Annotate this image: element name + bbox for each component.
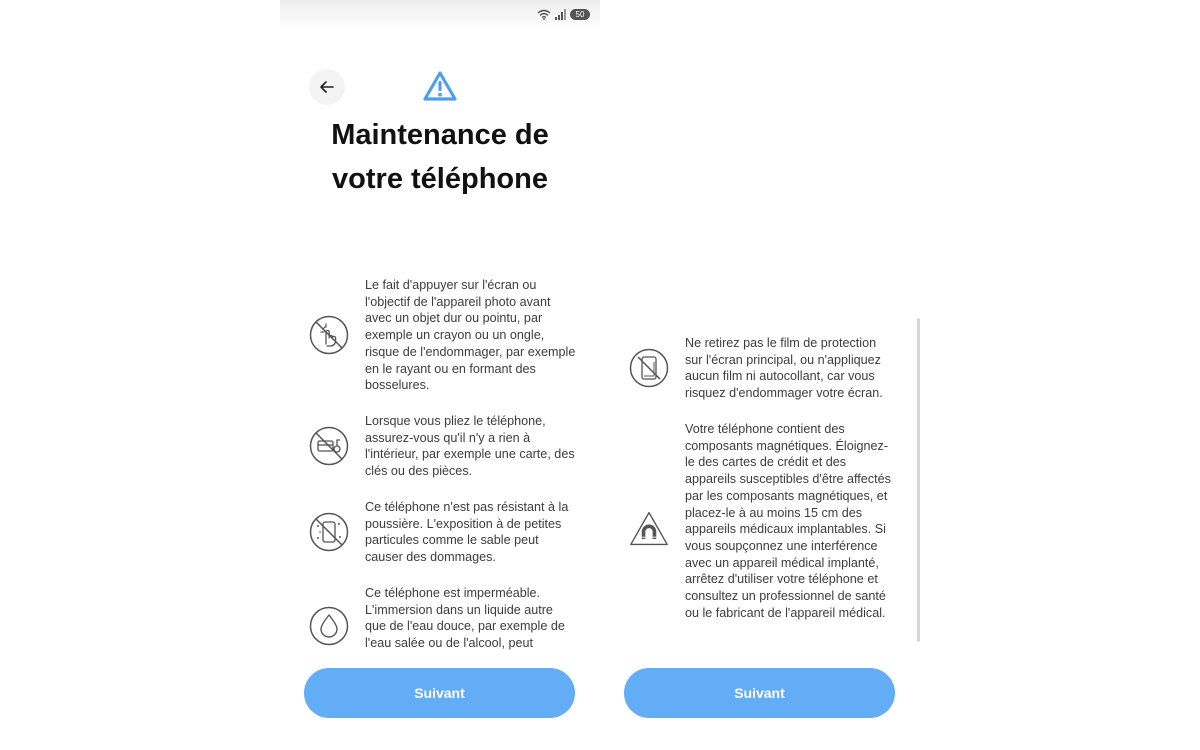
tips-list[interactable] (280, 270, 600, 652)
battery-indicator: 50 (570, 9, 590, 20)
signal-icon (555, 9, 566, 20)
magnet-warning-icon (629, 509, 669, 549)
water-drop-icon (309, 606, 349, 646)
tips-list[interactable] (600, 330, 920, 642)
scrollbar[interactable] (917, 318, 920, 642)
tip-text: Le fait d'appuyer sur l'écran ou l'objectif de l'appareil photo avant avec un objet dur ou pointu, par exemple un crayon ou un ongle, risque de l'endommager, par exemple en le rayant ou en formant des bosselures. (365, 278, 576, 393)
tip-text: Votre téléphone contient des composants magnétiques. Éloignez-le des cartes de crédit et des appareils susceptibles d'être affectés par les composants magnétiques, et placez-le à au moins 15 cm des appareils médicaux implantables. Si vous soupçonnez une interférence avec un appareil médical implanté, arrêtez d'utiliser votre téléphone et consultez un professionnel de santé ou le fabricant de l'appareil médical. (685, 422, 891, 620)
tip-text: Lorsque vous pliez le téléphone, assurez-vous qu'il n'y a rien à l'intérieur, par exemple une carte, des clés ou des pièces. (365, 414, 575, 479)
no-card-icon (309, 426, 349, 466)
warning-icon (422, 70, 458, 102)
next-button[interactable]: Suivant (304, 668, 575, 718)
right-screen (600, 0, 920, 750)
back-button[interactable] (309, 69, 345, 105)
left-screen (280, 0, 600, 750)
wifi-icon (537, 9, 551, 20)
next-button[interactable]: Suivant (624, 668, 895, 718)
no-dust-icon (309, 512, 349, 552)
no-pen-touch-icon (309, 315, 349, 355)
page-title: Maintenance de votre téléphone (331, 119, 549, 195)
tip-text: Ce téléphone n'est pas résistant à la poussière. L'exposition à de petites particules comme le sable peut causer des dommages. (365, 500, 569, 565)
status-icons (537, 9, 590, 20)
tip-text: Ce téléphone est imperméable. L'immersion dans un liquide autre que de l'eau douce, par exemple de l'eau salée ou de l'alcool, peut (365, 586, 565, 651)
tip-text: Ne retirez pas le film de protection sur l'écran principal, ou n'appliquez aucun film ni autocollant, car vous risquez d'endommager votre écran. (685, 336, 883, 401)
status-bar (280, 0, 600, 30)
no-film-removal-icon (629, 348, 669, 388)
arrow-left-icon (320, 81, 334, 93)
